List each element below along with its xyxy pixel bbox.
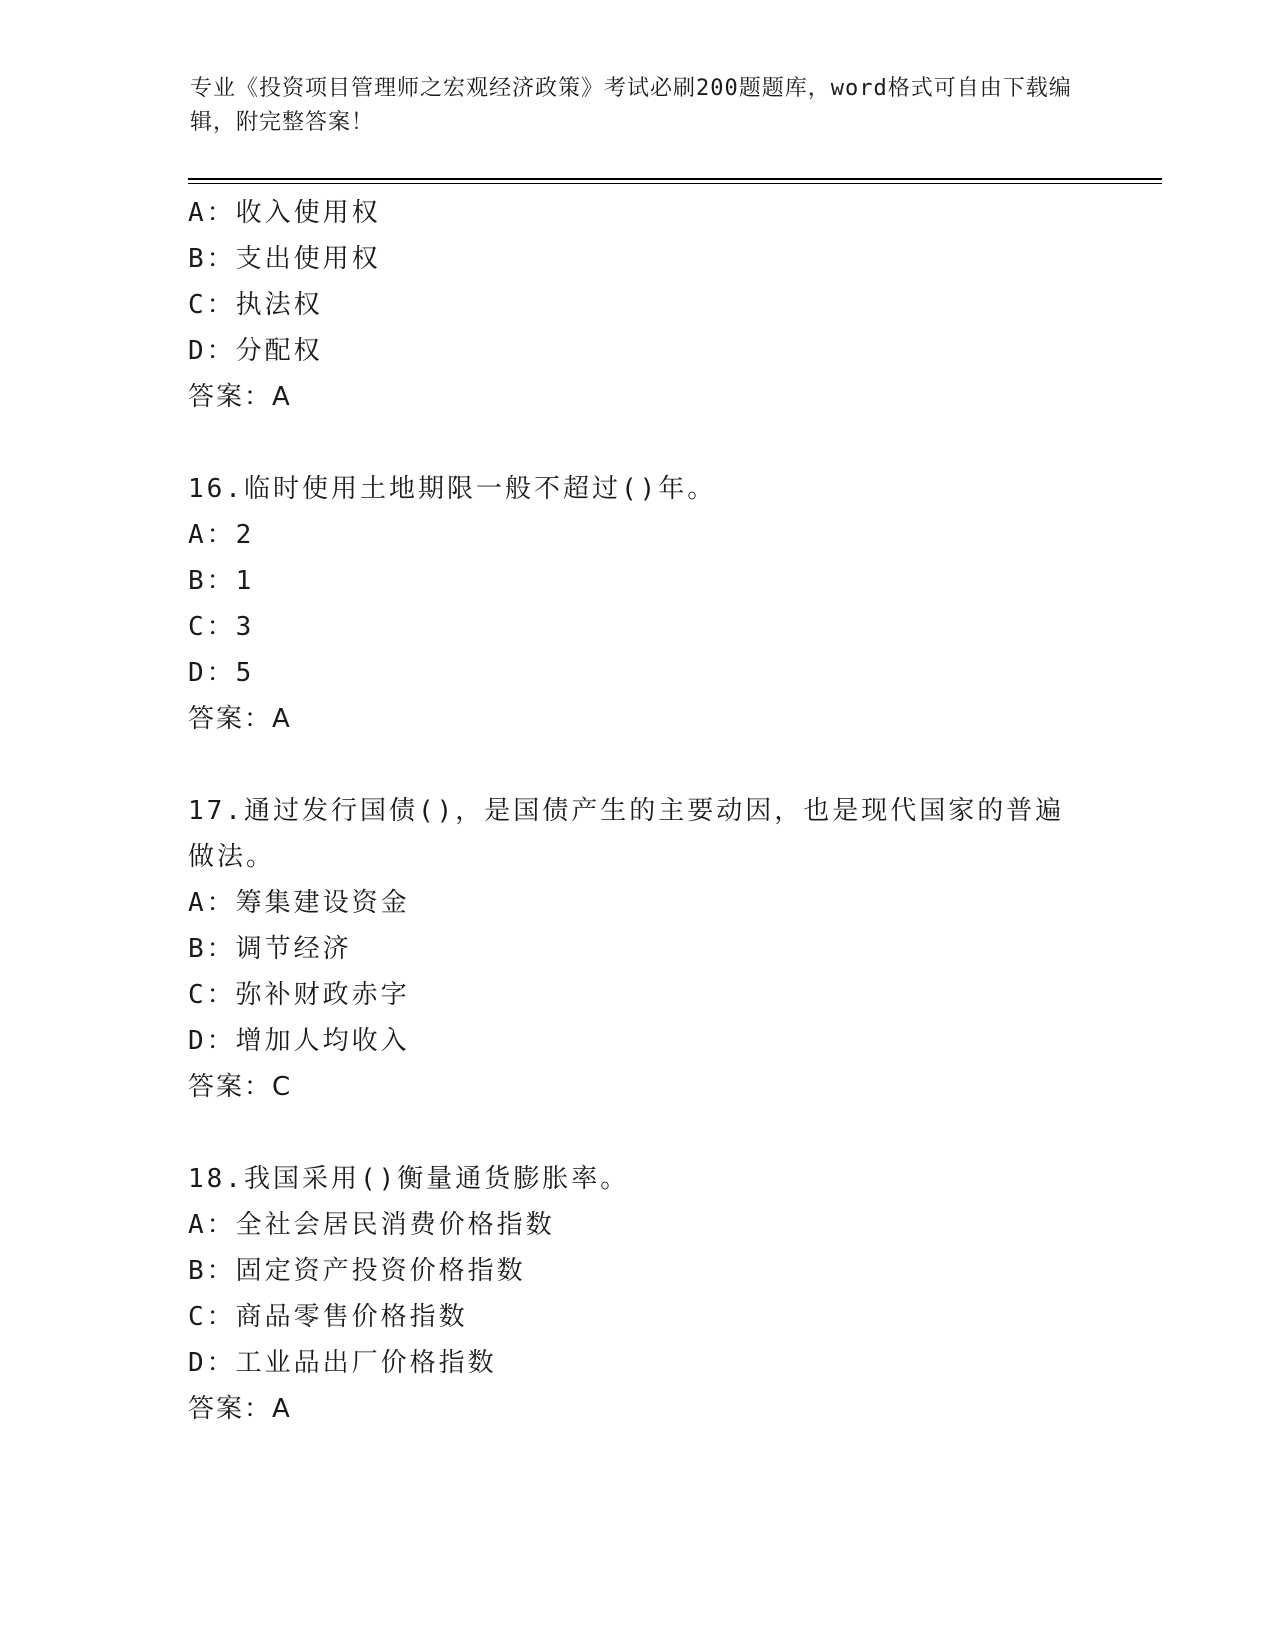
option-c [188,604,1088,650]
question-stem: 16.临时使用土地期限一般不超过()年。 [188,474,717,504]
option-letter: C： [188,980,236,1010]
option-text: 工业品出厂价格指数 [235,1348,497,1378]
document-header: 专业《投资项目管理师之宏观经济政策》考试必刷200题题库，word格式可自由下载编辑，附完整答案！ [190,76,1072,135]
option-letter: A： [188,198,236,228]
option-a [188,190,1088,236]
spacer [188,1110,1088,1156]
option-text: 1 [235,566,255,596]
header-rule-thick [188,178,1162,180]
answer-line: 答案：A [188,1394,292,1424]
option-b [188,236,1088,282]
option-letter: B： [188,1256,236,1286]
question-block-17 [188,788,1088,1110]
option-letter: C： [188,612,236,642]
option-text: 筹集建设资金 [235,888,410,918]
option-d [188,1340,1088,1386]
option-text: 5 [235,658,255,688]
option-b [188,1248,1088,1294]
option-letter: B： [188,934,236,964]
question-block-prev [188,190,1088,420]
option-a [188,1202,1088,1248]
option-letter: A： [188,520,236,550]
option-b [188,926,1088,972]
spacer [188,420,1088,466]
question-block-16 [188,466,1088,742]
option-text: 支出使用权 [235,244,381,274]
option-text: 调节经济 [235,934,352,964]
option-text: 执法权 [235,290,323,320]
option-letter: D： [188,336,236,366]
option-letter: D： [188,658,236,688]
option-a [188,512,1088,558]
answer-line: 答案：A [188,382,292,412]
option-text: 商品零售价格指数 [235,1302,468,1332]
option-b [188,558,1088,604]
option-c [188,972,1088,1018]
option-text: 收入使用权 [235,198,381,228]
option-text: 弥补财政赤字 [235,980,410,1010]
answer-line: 答案：A [188,704,292,734]
option-text: 2 [235,520,255,550]
option-letter: D： [188,1348,236,1378]
option-letter: D： [188,1026,236,1056]
question-block-18 [188,1156,1088,1432]
option-text: 3 [235,612,255,642]
option-text: 固定资产投资价格指数 [235,1256,526,1286]
option-d [188,650,1088,696]
option-letter: A： [188,1210,236,1240]
option-letter: B： [188,566,236,596]
header-rule-thin [188,183,1162,184]
option-letter: C： [188,1302,236,1332]
question-stem: 18.我国采用()衡量通货膨胀率。 [188,1164,630,1194]
answer-line: 答案：C [188,1072,293,1102]
option-c [188,282,1088,328]
option-c [188,1294,1088,1340]
spacer [188,742,1088,788]
option-text: 分配权 [235,336,323,366]
option-letter: A： [188,888,236,918]
option-text: 增加人均收入 [235,1026,410,1056]
option-letter: C： [188,290,236,320]
question-list [188,190,1088,1432]
question-stem: 17.通过发行国债()，是国债产生的主要动因，也是现代国家的普遍做法。 [188,796,1065,872]
option-text: 全社会居民消费价格指数 [235,1210,555,1240]
option-letter: B： [188,244,236,274]
option-d [188,328,1088,374]
option-d [188,1018,1088,1064]
option-a [188,880,1088,926]
